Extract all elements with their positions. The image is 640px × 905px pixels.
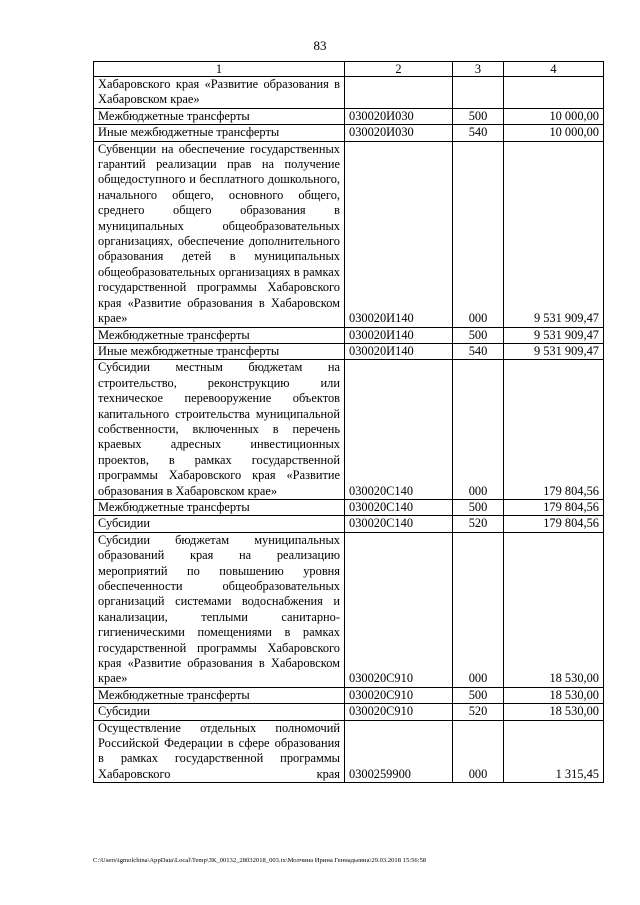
table-row <box>94 343 604 359</box>
row-type: 520 <box>453 516 504 532</box>
row-name: Иные межбюджетные трансферты <box>94 125 345 141</box>
row-amount: 18 530,00 <box>504 687 604 703</box>
row-amount: 9 531 909,47 <box>504 141 604 327</box>
table-row <box>94 704 604 720</box>
row-code: 030020С140 <box>345 360 453 500</box>
row-amount: 179 804,56 <box>504 516 604 532</box>
row-amount <box>504 77 604 109</box>
row-amount: 9 531 909,47 <box>504 327 604 343</box>
row-type: 540 <box>453 343 504 359</box>
table-row <box>94 499 604 515</box>
row-amount: 179 804,56 <box>504 360 604 500</box>
row-type: 520 <box>453 704 504 720</box>
row-amount: 10 000,00 <box>504 108 604 124</box>
row-name: Межбюджетные трансферты <box>94 499 345 515</box>
row-type <box>453 77 504 109</box>
column-header-1: 1 <box>94 62 345 77</box>
row-type: 500 <box>453 327 504 343</box>
row-name: Субсидии <box>94 516 345 532</box>
row-type: 000 <box>453 720 504 783</box>
table-row <box>94 720 604 783</box>
column-header-3: 3 <box>453 62 504 77</box>
row-code: 030020С910 <box>345 687 453 703</box>
row-name: Хабаровского края «Развитие образования в Хабаровском крае» <box>94 77 345 109</box>
table-header-row <box>94 62 604 77</box>
table-row <box>94 77 604 109</box>
row-type: 000 <box>453 141 504 327</box>
table-row <box>94 141 604 327</box>
row-amount: 1 315,45 <box>504 720 604 783</box>
row-amount: 18 530,00 <box>504 704 604 720</box>
page-number: 83 <box>313 38 327 53</box>
budget-table <box>93 61 604 783</box>
row-code: 030020И140 <box>345 327 453 343</box>
row-code: 0300259900 <box>345 720 453 783</box>
table-row <box>94 516 604 532</box>
table-row <box>94 125 604 141</box>
row-name: Субсидии бюджетам муниципальных образований края на реализацию мероприятий по повышению уровня обеспеченности общеобразовательных организаций системами водоснабжения и канализации, теплыми санитарно-гигиеническими помещениями в рамках государственной программы Хабаровского края «Развитие образования в Хабаровском крае» <box>94 532 345 687</box>
row-code: 030020С140 <box>345 499 453 515</box>
row-type: 500 <box>453 108 504 124</box>
column-header-2: 2 <box>345 62 453 77</box>
row-type: 500 <box>453 687 504 703</box>
row-code: 030020И030 <box>345 125 453 141</box>
row-code: 030020И140 <box>345 343 453 359</box>
column-header-4: 4 <box>504 62 604 77</box>
table-row <box>94 687 604 703</box>
row-type: 500 <box>453 499 504 515</box>
row-code: 030020И140 <box>345 141 453 327</box>
row-name: Субвенции на обеспечение государственных гарантий реализации прав на получение общедоступного и бесплатного дошкольного, начального общего, основного общего, среднего общего образования в муниципальных общеобразовательных организациях, обеспечение дополнительного образования детей в муниципальных общеобразовательных организациях в рамках государственной программы Хабаровского края «Развитие образования в Хабаровском крае» <box>94 141 345 327</box>
row-name: Межбюджетные трансферты <box>94 327 345 343</box>
row-amount: 10 000,00 <box>504 125 604 141</box>
row-name: Субсидии местным бюджетам на строительство, реконструкцию или техническое перевооружение объектов капитального строительства муниципальной собственности, включенных в перечень краевых адресных инвестиционных проектов, в рамках государственной программы Хабаровского края «Развитие образования в Хабаровском крае» <box>94 360 345 500</box>
row-amount: 18 530,00 <box>504 532 604 687</box>
table-row <box>94 108 604 124</box>
table-row <box>94 532 604 687</box>
row-name: Межбюджетные трансферты <box>94 108 345 124</box>
row-code: 030020И030 <box>345 108 453 124</box>
row-name: Межбюджетные трансферты <box>94 687 345 703</box>
table-row <box>94 327 604 343</box>
row-type: 540 <box>453 125 504 141</box>
row-name: Иные межбюджетные трансферты <box>94 343 345 359</box>
row-amount: 9 531 909,47 <box>504 343 604 359</box>
table-row <box>94 360 604 500</box>
row-type: 000 <box>453 360 504 500</box>
row-name: Субсидии <box>94 704 345 720</box>
row-amount: 179 804,56 <box>504 499 604 515</box>
row-code: 030020С140 <box>345 516 453 532</box>
row-code: 030020С910 <box>345 532 453 687</box>
row-type: 000 <box>453 532 504 687</box>
footer-file-path: C:\Users\igmolchina\AppData\Local\Temp\ЗК_00132_28032018_003.tx\Молчина Ирина Геннадьевна\29.03.2018 15:56:58 <box>93 857 427 864</box>
row-code: 030020С910 <box>345 704 453 720</box>
row-code <box>345 77 453 109</box>
row-name: Осуществление отдельных полномочий Российской Федерации в сфере образования в рамках государственной программы Хабаровского края <box>94 720 345 783</box>
